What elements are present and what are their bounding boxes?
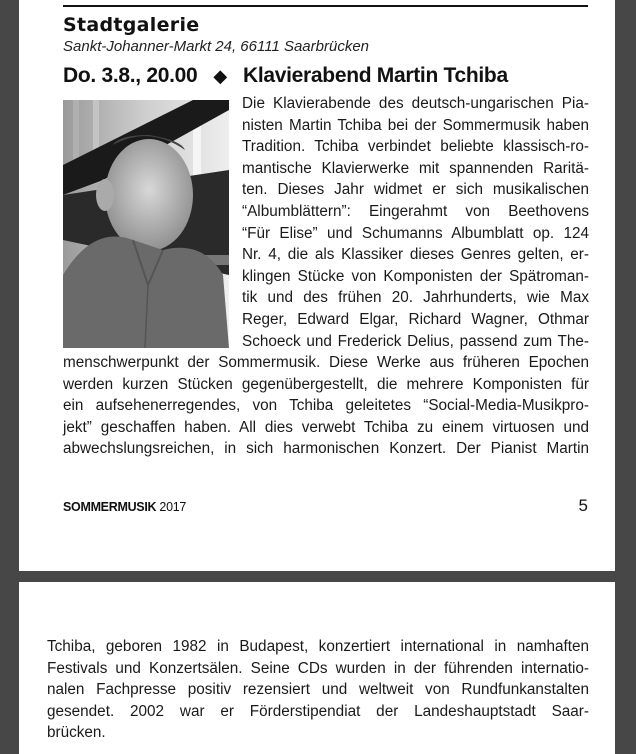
text-line: mantische Klavierwerke mit spannenden Raritä- bbox=[242, 159, 589, 177]
text-line: “Für Elise” und Schumanns Albumblatt op. 124 bbox=[242, 224, 589, 242]
text-line: Festivals und Konzertsälen. Seine CDs wurden in der führenden internatio- bbox=[47, 659, 589, 677]
article-body-column bbox=[242, 93, 589, 352]
text-line: Tradition. Tchiba verbindet beliebte klassisch-ro- bbox=[242, 138, 589, 156]
text-line: menschwerpunkt der Sommermusik. Diese Werke aus früheren Epochen bbox=[63, 354, 589, 371]
event-heading bbox=[63, 64, 508, 88]
venue-name: Stadtgalerie bbox=[63, 14, 200, 36]
text-line: abwechslungsreichen, in sich harmonischen Konzert. Der Pianist Martin bbox=[63, 440, 589, 458]
text-line: jekt” geschaffen haben. All dies verwebt Tchiba zu einem virtuosen und bbox=[63, 418, 589, 436]
text-line: Tchiba, geboren 1982 in Budapest, konzertiert international in namhaften bbox=[47, 638, 589, 655]
venue-address: Sankt-Johanner-Markt 24, 66111 Saarbrücken bbox=[63, 38, 370, 55]
text-line: nisten Martin Tchiba bei der Sommermusik haben bbox=[242, 116, 589, 134]
top-rule bbox=[63, 5, 588, 7]
text-line: werden kurzen Stücken gegenübergestellt, die mehrere Komponisten für bbox=[63, 375, 589, 393]
article-body-continued bbox=[47, 636, 589, 744]
document-page-5 bbox=[19, 0, 615, 571]
text-line: Schoeck und Frederick Delius, passend zum The- bbox=[242, 332, 589, 350]
text-line: tik und des frühen 20. Jahrhunderts, wie Max bbox=[242, 289, 589, 307]
text-line: Reger, Edward Elgar, Richard Wagner, Othmar bbox=[242, 310, 589, 328]
document-page-6 bbox=[19, 582, 615, 754]
text-line: nalen Fachpresse positiv rezensiert und weltweit von Rundfunkanstalten bbox=[47, 681, 589, 699]
page-footer-publication bbox=[63, 500, 186, 514]
text-line: gesendet. 2002 war er Förderstipendiat der Landeshauptstadt Saar- bbox=[47, 702, 589, 720]
event-date-time: Do. 3.8., 20.00 bbox=[63, 64, 198, 87]
text-line: brücken. bbox=[47, 724, 106, 742]
publication-year: 2017 bbox=[159, 500, 187, 514]
article-body-full-width bbox=[63, 352, 589, 460]
text-line: klingen Stücke von Komponisten der Spätroman- bbox=[242, 267, 589, 285]
text-line: Nr. 4, die als Klassiker dieses Genres gelten, er- bbox=[242, 246, 589, 264]
text-line: ein aufsehenerregendes, von Tchiba geleitetes “Social-Media-Musikpro- bbox=[63, 397, 589, 415]
text-line: “Albumblättern”: Eingerahmt von Beethovens bbox=[242, 202, 589, 220]
publication-name: SOMMERMUSIK bbox=[63, 500, 157, 514]
page-number: 5 bbox=[578, 496, 588, 515]
event-title: Klavierabend Martin Tchiba bbox=[242, 64, 508, 87]
text-line: ten. Dieses Jahr widmet er sich musikalischen bbox=[242, 181, 589, 199]
pianist-photo bbox=[63, 100, 229, 348]
text-line: Die Klavierabende des deutsch-ungarischen Pia- bbox=[242, 95, 589, 112]
portrait-photo-icon bbox=[63, 100, 229, 348]
diamond-separator-icon: ◆ bbox=[213, 66, 227, 86]
